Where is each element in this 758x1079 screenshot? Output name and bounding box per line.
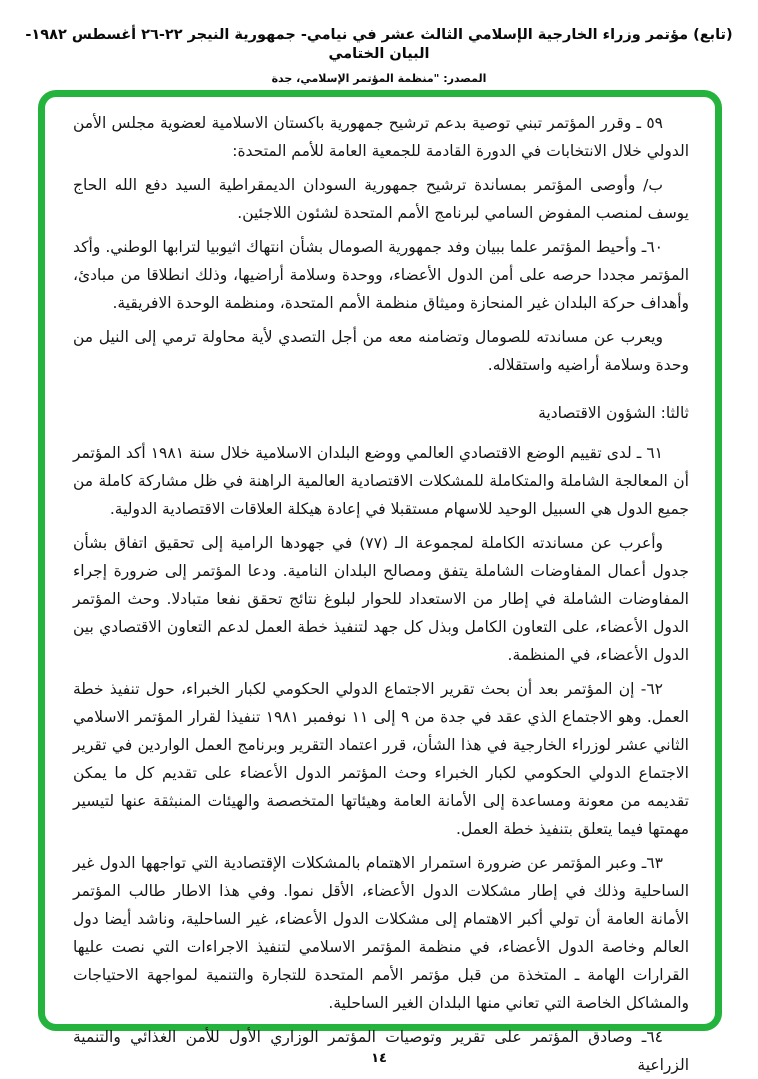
page-header <box>0 0 758 85</box>
paragraph-59-item-b: ب/ وأوصى المؤتمر بمساندة ترشيح جمهورية السودان الديمقراطية السيد دفع الله الحاج يوسف لمنصب المفوض السامي لبرنامج الأمم المتحدة لشئون اللاجئين. <box>73 176 689 222</box>
paragraph-62: ٦٢- إن المؤتمر بعد أن بحث تقرير الاجتماع الدولي الحكومي لكبار الخبراء، حول تنفيذ خطة العمل. وهو الاجتماع الذي عقد في جدة من ٩ إلى ١١ نوفمبر ١٩٨١ تنفيذا لقرار المؤتمر الاسلامي الثاني عشر لوزراء الخارجية في هذا الشأن، قرر اعتماد التقرير وبرنامج العمل الواردين في تقرير الاجتماع الدولي الحكومي لكبار الخبراء وحث المؤتمر الدول الأعضاء على تقديم كل ما يمكن تقديمه من معونة ومساعدة إلى الأمانة العامة وهيئاتها المتخصصة والهيئات المنبثقة عنها لتيسير مهمتها فيما يتعلق بتنفيذ خطة العمل. <box>73 680 689 838</box>
paragraph-63: ٦٣ـ وعبر المؤتمر عن ضرورة استمرار الاهتمام بالمشكلات الإقتصادية التي تواجهها الدول غير الساحلية وذلك في إطار مشكلات الدول الأعضاء، الأقل نموا. وفي هذا الاطار طالب المؤتمر الأمانة العامة أن تولي أكبر الاهتمام إلى مشكلات الدول الأعضاء، غير الساحلية، وناشد أيضا دول العالم وخاصة الدول الأعضاء، في منظمة المؤتمر الاسلامي لتنفيذ الاجراءات التي نصت عليها القرارات الهامة ـ المتخذة من قبل مؤتمر الأمم المتحدة للتجارة والتنمية لمواجهة الاحتياجات والمشاكل الخاصة التي تعاني منها البلدان الغير الساحلية. <box>73 854 689 1012</box>
section-heading-economic-affairs: ثالثا: الشؤون الاقتصادية <box>538 404 689 422</box>
paragraph-61-continuation: وأعرب عن مساندته الكاملة لمجموعة الـ (٧٧) في جهودها الرامية إلى تحقيق اتفاق بشأن جدول أعمال المفاوضات الشاملة يتفق ومصالح البلدان النامية. ودعا المؤتمر إلى ضرورة إجراء المفاوضات الشاملة في إطار من الاستعداد للحوار لبلوغ نتائج تحقق نفعا متبادلا. وحث المؤتمر الدول الأعضاء، على التعاون الكامل وبذل كل جهد لتنفيذ خطة العمل لدعم التعاون الاقتصادي بين الدول الأعضاء، في المنظمة. <box>73 534 689 664</box>
document-title: (تابع) مؤتمر وزراء الخارجية الإسلامي الثالث عشر في نيامي- جمهورية النيجر ٢٢-٢٦ أغسطس ١٩٨٢- البيان الختامي <box>25 27 733 62</box>
paragraph-60: ٦٠ـ وأحيط المؤتمر علما ببيان وفد جمهورية الصومال بشأن انتهاك اثيوبيا لترابها الوطني. وأكد المؤتمر مجددا حرصه على أمن الدول الأعضاء، ووحدة وسلامة أراضيها، وذلك انطلاقا من مبادئ، وأهداف حركة البلدان غير المنحازة وميثاق منظمة الأمم المتحدة، ومنظمة الوحدة الافريقية. <box>73 238 689 312</box>
paragraph-64-partial: ٦٤ـ وصادق المؤتمر على تقرير وتوصيات المؤتمر الوزاري الأول للأمن الغذائي والتنمية الزراعية <box>73 1028 689 1074</box>
document-source: المصدر: "منظمة المؤتمر الإسلامي، جدة <box>271 71 487 85</box>
document-body <box>73 109 689 1079</box>
paragraph-61: ٦١ ـ لدى تقييم الوضع الاقتصادي العالمي ووضع البلدان الاسلامية خلال سنة ١٩٨١ أكد المؤتمر أن المعالجة الشاملة والمتكاملة للمشكلات الاقتصادية العالمية الراهنة في ظل مشاركة كاملة من جميع الدول هي السبيل الوحيد للاسهام مستقبلا في إعادة هيكلة العلاقات الاقتصادية الدولية. <box>73 444 689 518</box>
paragraph-59: ٥٩ ـ وقرر المؤتمر تبني توصية بدعم ترشيح جمهورية باكستان الاسلامية لعضوية مجلس الأمن الدولي خلال الانتخابات في الدورة القادمة للجمعية العامة للأمم المتحدة: <box>73 114 689 160</box>
paragraph-60-continuation: ويعرب عن مساندته للصومال وتضامنه معه من أجل التصدي لأية محاولة ترمي إلى النيل من وحدة وسلامة أراضيه واستقلاله. <box>73 328 689 374</box>
page-number: ١٤ <box>371 1051 387 1066</box>
